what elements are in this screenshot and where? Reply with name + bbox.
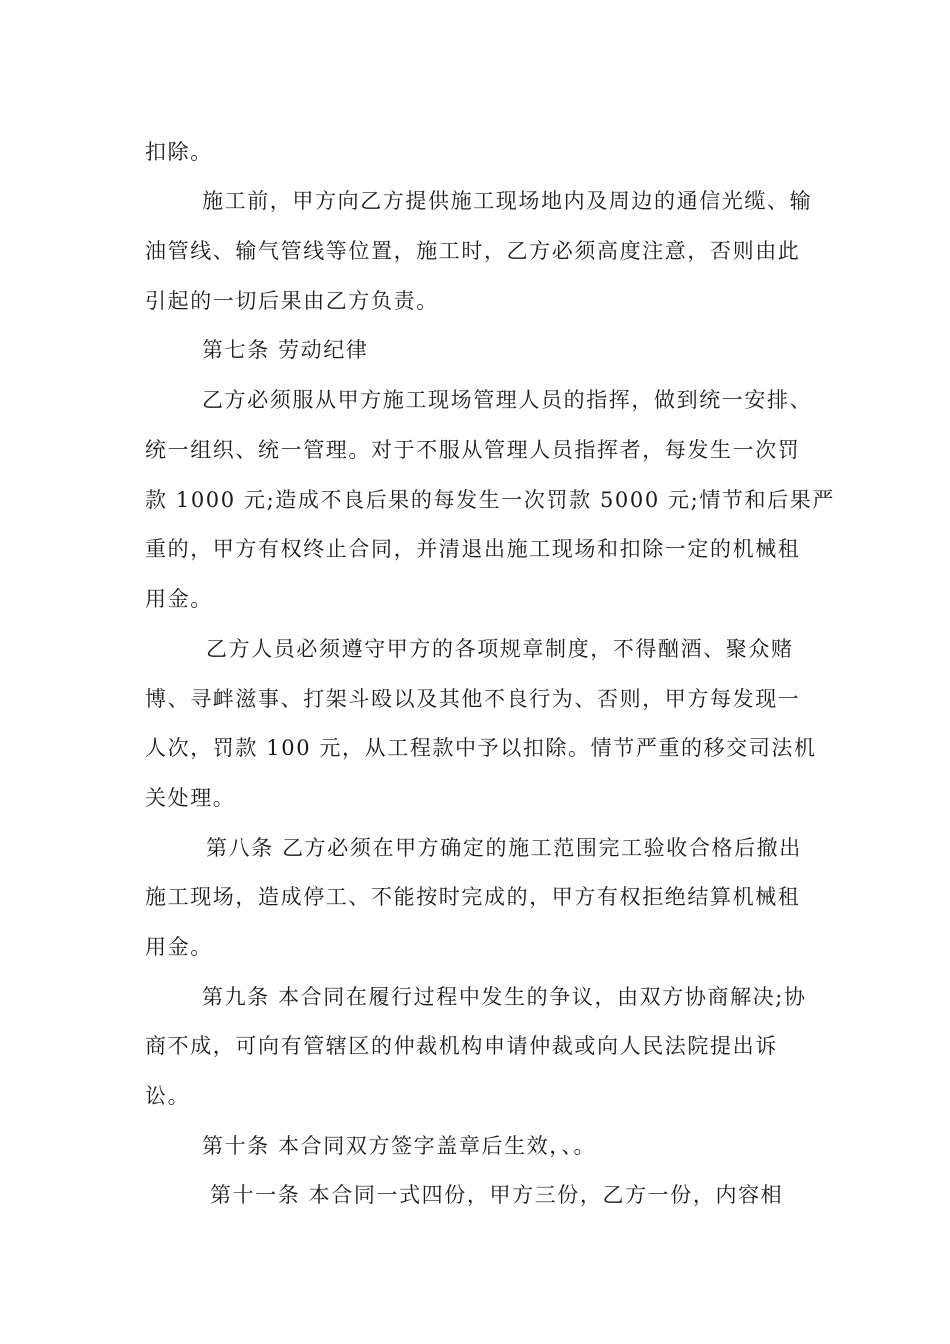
- text-line: 扣除。: [145, 140, 213, 164]
- text-line: 关处理。: [145, 786, 236, 810]
- text-line: 重的，甲方有权终止合同，并清退出施工现场和扣除一定的机械租: [145, 537, 801, 561]
- text-line: 施工现场，造成停工、不能按时完成的，甲方有权拒绝结算机械租: [145, 885, 801, 909]
- text-line: 乙方人员必须遵守甲方的各项规章制度，不得酗酒、聚众赌: [206, 637, 794, 661]
- text-line: 用金。: [145, 935, 213, 959]
- text-line: 用金。: [145, 587, 213, 611]
- text-line: 第十条 本合同双方签字盖章后生效，、。: [202, 1134, 597, 1158]
- text-line: 第八条 乙方必须在甲方确定的施工范围完工验收合格后撤出: [206, 836, 802, 860]
- text-line: 引起的一切后果由乙方负责。: [145, 289, 439, 313]
- text-line: 商不成，可向有管辖区的仲裁机构申请仲裁或向人民法院提出诉: [145, 1034, 778, 1058]
- text-line: 统一组织、统一管理。对于不服从管理人员指挥者，每发生一次罚: [145, 438, 801, 462]
- text-line: 乙方必须服从甲方施工现场管理人员的指挥，做到统一安排、: [202, 388, 813, 412]
- text-line: 人次，罚款 100 元，从工程款中予以扣除。情节严重的移交司法机: [145, 736, 817, 760]
- section-heading: 第七条 劳动纪律: [202, 338, 369, 362]
- text-line: 施工前，甲方向乙方提供施工现场地内及周边的通信光缆、输: [202, 189, 813, 213]
- text-line: 第十一条 本合同一式四份，甲方三份，乙方一份，内容相: [210, 1183, 784, 1207]
- text-line: 博、寻衅滋事、打架斗殴以及其他不良行为、否则，甲方每发现一: [145, 687, 801, 711]
- text-line: 第九条 本合同在履行过程中发生的争议，由双方协商解决;协: [202, 985, 807, 1009]
- text-line: 讼。: [145, 1084, 191, 1108]
- text-line: 油管线、输气管线等位置，施工时，乙方必须高度注意，否则由此: [145, 239, 801, 263]
- text-line: 款 1000 元;造成不良后果的每发生一次罚款 5000 元;情节和后果严: [145, 488, 835, 512]
